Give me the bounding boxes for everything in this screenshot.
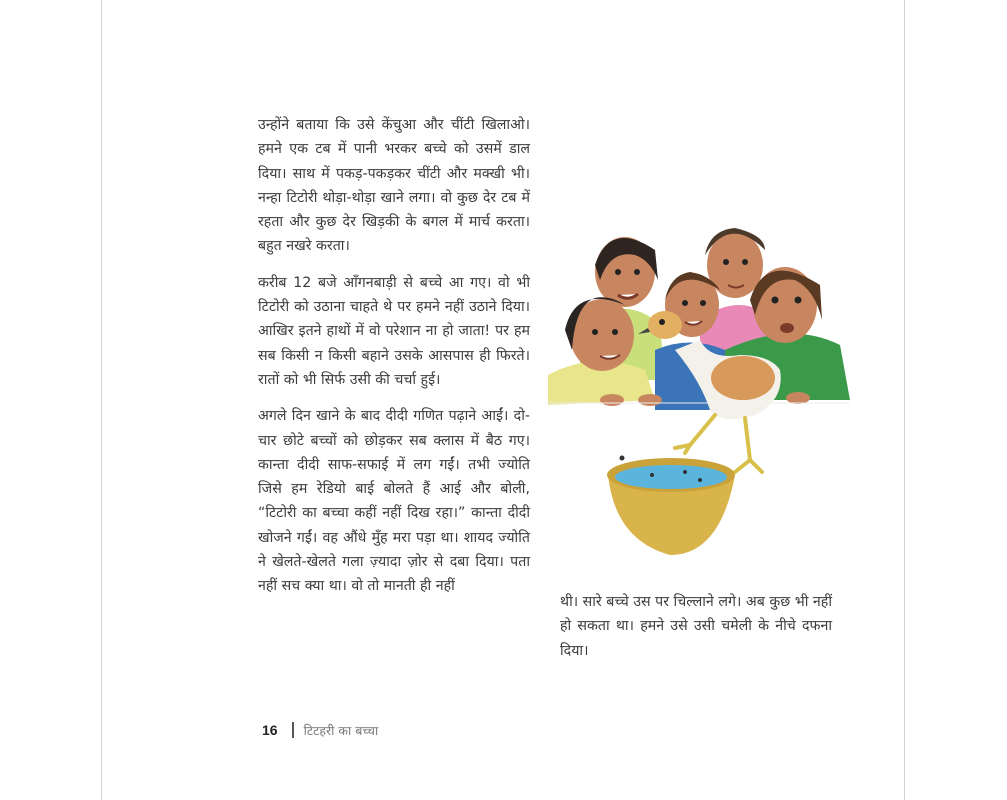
page-number: 16 <box>262 722 278 738</box>
right-text-column <box>560 590 832 675</box>
footer-divider <box>292 722 294 738</box>
paragraph-2: करीब 12 बजे आँगनबाड़ी से बच्चे आ गए। वो भी टिटोरी को उठाना चाहते थे पर हमने नहीं उठाने दिया। आखिर इतने हाथों में वो परेशान ना हो जाता! पर हम सब किसी न किसी बहाने उसके आसपास ही फिरते। रातों को भी सिर्फ उसी की चर्चा हुई। <box>258 274 530 388</box>
water-bowl <box>607 456 735 556</box>
paragraph-3: अगले दिन खाने के बाद दीदी गणित पढ़ाने आईं। दो-चार छोटे बच्चों को छोड़कर सब क्लास में बैठ गए। कान्ता दीदी साफ-सफाई में लग गईं। तभी ज्योति जिसे हम रेडियो बाई बोलते हैं आई और बोली, “टिटोरी का बच्चा कहीं नहीं दिख रहा।” कान्ता दीदी खोजने गईं। वह औंधे मुँह मरा पड़ा था। शायद ज्योति ने खेलते-खेलते गला ज़्यादा ज़ोर से दबा दिया। पता नहीं सच क्या था। वो तो मानती ही नहीं <box>258 408 530 595</box>
running-title: टिटहरी का बच्चा <box>303 722 379 738</box>
story-illustration <box>540 210 860 580</box>
left-text-column <box>258 113 530 611</box>
paragraph-4: थी। सारे बच्चे उस पर चिल्लाने लगे। अब कुछ भी नहीं हो सकता था। हमने उसे उसी चमेली के नीचे दफना दिया। <box>560 594 832 659</box>
paragraph-1: उन्होंने बताया कि उसे केंचुआ और चींटी खिलाओ। हमने एक टब में पानी भरकर बच्चे को उसमें डाल दिया। साथ में पकड़-पकड़कर चींटी और मक्खी भी। नन्हा टिटोरी थोड़ा-थोड़ा खाने लगा। वो कुछ देर टब में रहता और कुछ देर खिड़की के बगल में मार्च करता। बहुत नखरे करता। <box>258 117 530 255</box>
page-footer <box>262 720 378 740</box>
